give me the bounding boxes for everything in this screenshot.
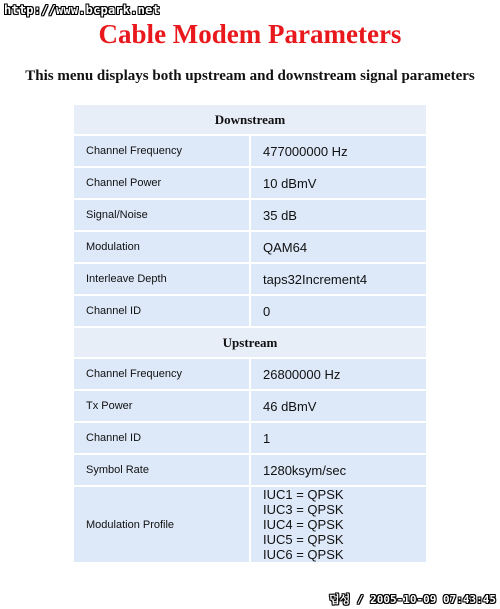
row-value: 1: [251, 423, 426, 453]
row-label: Interleave Depth: [74, 264, 249, 294]
table-row: [74, 264, 426, 294]
page-title: Cable Modem Parameters: [98, 19, 402, 49]
row-value: 0: [251, 296, 426, 326]
profile-value: IUC4 = QPSK: [263, 517, 344, 532]
row-label: Symbol Rate: [74, 455, 249, 485]
table-row: [74, 455, 426, 485]
table-row: [74, 423, 426, 453]
parameters-table: [72, 103, 428, 564]
row-label: Channel Power: [74, 168, 249, 198]
upstream-section-header: [74, 328, 426, 357]
row-label: Signal/Noise: [74, 200, 249, 230]
table-row: [74, 487, 426, 562]
row-value: 35 dB: [251, 200, 426, 230]
profile-value: IUC5 = QPSK: [263, 532, 344, 547]
row-label: Channel Frequency: [74, 136, 249, 166]
profile-value: IUC6 = QPSK: [263, 547, 344, 562]
table-row: [74, 136, 426, 166]
row-value: 10 dBmV: [251, 168, 426, 198]
row-value: QAM64: [251, 232, 426, 262]
table-row: [74, 391, 426, 421]
row-label: Tx Power: [74, 391, 249, 421]
row-label: Modulation: [74, 232, 249, 262]
profile-value: IUC3 = QPSK: [263, 502, 344, 517]
modulation-profile-label: Modulation Profile: [74, 487, 249, 562]
downstream-section-header: [74, 105, 426, 134]
table-row: [74, 232, 426, 262]
row-value: 26800000 Hz: [251, 359, 426, 389]
row-label: Channel ID: [74, 423, 249, 453]
row-value: 477000000 Hz: [251, 136, 426, 166]
upstream-heading: Upstream: [74, 328, 426, 357]
row-label: Channel ID: [74, 296, 249, 326]
table-row: [74, 200, 426, 230]
row-label: Channel Frequency: [74, 359, 249, 389]
profile-value: IUC1 = QPSK: [263, 487, 344, 502]
row-value: 1280ksym/sec: [251, 455, 426, 485]
downstream-heading: Downstream: [74, 105, 426, 134]
table-row: [74, 168, 426, 198]
page-subtitle: This menu displays both upstream and downstream signal parameters: [25, 68, 475, 84]
watermark-url: http://www.bcpark.net: [4, 3, 160, 17]
table-row: [74, 296, 426, 326]
row-value: 46 dBmV: [251, 391, 426, 421]
modulation-profile-values: [251, 487, 426, 562]
table-row: [74, 359, 426, 389]
row-value: taps32Increment4: [251, 264, 426, 294]
watermark-date: 덥성 / 2005-10-09 07:43:45: [329, 593, 496, 606]
